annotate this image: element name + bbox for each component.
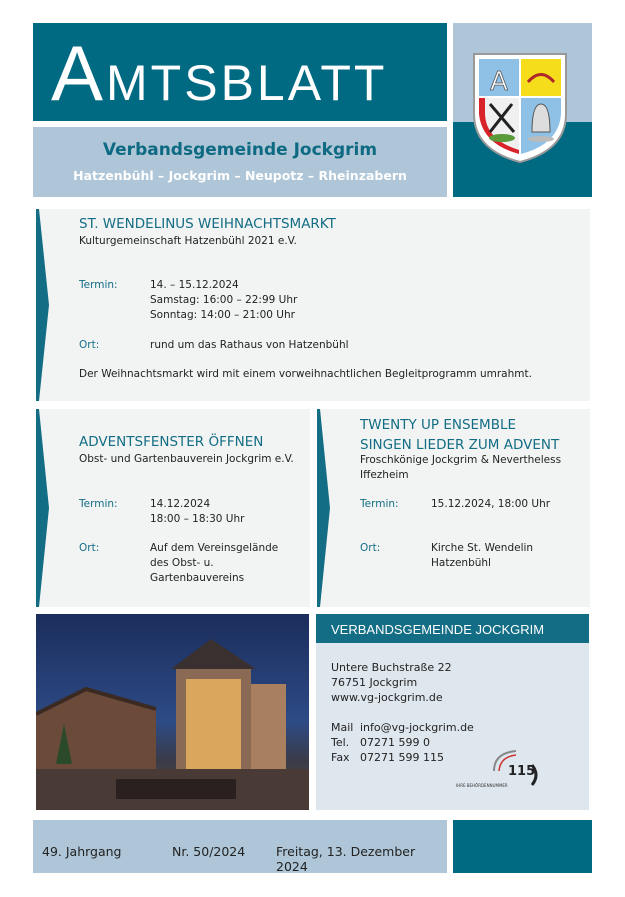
termin-label: Termin: [79, 498, 118, 510]
ort-line: des Obst- u. [150, 557, 214, 569]
termin-line: 14.12.2024 [150, 498, 211, 510]
website-link[interactable]: www.vg-jockgrim.de [331, 691, 443, 704]
ort-line: Gartenbauvereins [150, 572, 245, 584]
title-line: SINGEN LIEDER ZUM ADVENT [360, 437, 560, 453]
address-city: 76751 Jockgrim [331, 676, 418, 689]
termin-line: Samstag: 16:00 – 22:99 Uhr [150, 294, 298, 306]
town-list: Hatzenbühl – Jockgrim – Neupotz – Rheinzabern [73, 168, 407, 183]
ort-label: Ort: [360, 542, 381, 554]
termin-label: Termin: [79, 279, 118, 291]
fax-label: Fax [331, 751, 350, 764]
coat-of-arms-icon [472, 52, 568, 164]
event-title: ADVENTSFENSTER ÖFFNEN [79, 434, 264, 450]
termin-value [150, 278, 297, 323]
title-initial: A [51, 29, 107, 117]
ort-line: Auf dem Vereinsgelände [150, 542, 279, 554]
event-organizer: Obst- und Gartenbauverein Jockgrim e.V. [79, 453, 294, 465]
building-illustration [36, 614, 309, 810]
event-note: Der Weihnachtsmarkt wird mit einem vorweihnachtlichen Begleitprogramm umrahmt. [79, 368, 532, 380]
termin-line: 18:00 – 18:30 Uhr [150, 513, 245, 525]
ort-value [150, 541, 278, 586]
chevron-marker-icon [317, 409, 330, 607]
event-title: ST. WENDELINUS WEIHNACHTSMARKT [79, 216, 336, 232]
footer-accent [453, 820, 592, 873]
svg-text:A: A [490, 67, 508, 97]
ort-line: Kirche St. Wendelin [431, 542, 534, 554]
issue-date: Freitag, 13. Dezember 2024 [276, 844, 416, 874]
mail-label: Mail [331, 721, 354, 734]
ort-value [431, 541, 533, 571]
footer-info [33, 820, 447, 873]
town-hall-photo [36, 614, 309, 810]
ort-label: Ort: [79, 542, 100, 554]
org-name: Verbandsgemeinde Jockgrim [102, 140, 378, 160]
chevron-marker-icon [36, 209, 49, 401]
contact-header: VERBANDSGEMEINDE JOCKGRIM [316, 614, 589, 643]
contact-address [331, 660, 474, 765]
address-street: Untere Buchstraße 22 [331, 661, 452, 674]
ort-value: rund um das Rathaus von Hatzenbühl [150, 339, 349, 351]
logo-number: 115 [508, 764, 536, 779]
termin-label: Termin: [360, 498, 399, 510]
ort-line: Hatzenbühl [431, 557, 491, 569]
tel-value: 07271 599 0 [360, 736, 430, 749]
event-organizer: Kulturgemeinschaft Hatzenbühl 2021 e.V. [79, 235, 297, 247]
contact-box [316, 614, 589, 810]
termin-value: 15.12.2024, 18:00 Uhr [431, 498, 551, 510]
tel-label: Tel. [331, 736, 350, 749]
volume: 49. Jahrgang [42, 844, 122, 859]
chevron-marker-icon [36, 409, 49, 607]
organizer-line: Froschkönige Jockgrim & Nevertheless [360, 454, 562, 466]
masthead-title [33, 23, 447, 121]
title-rest: MTSBLATT [106, 55, 388, 111]
logo-caption: IHRE BEHÖRDENNUMMER [456, 783, 508, 788]
title-line: TWENTY UP ENSEMBLE [360, 417, 517, 433]
termin-value [150, 497, 244, 527]
event-title [360, 415, 559, 455]
termin-line: 14. – 15.12.2024 [150, 279, 239, 291]
event-card-weihnachtsmarkt [36, 209, 590, 401]
behoerdennummer-115-logo [456, 749, 551, 794]
issue-number: Nr. 50/2024 [172, 844, 246, 859]
ort-label: Ort: [79, 339, 100, 351]
event-organizer [360, 453, 561, 483]
mail-link[interactable]: info@vg-jockgrim.de [360, 721, 474, 734]
event-card-twenty-up [317, 409, 590, 607]
organizer-line: Iffezheim [360, 469, 409, 481]
event-card-adventsfenster [36, 409, 310, 607]
masthead-subtitle [33, 127, 447, 197]
fax-value: 07271 599 115 [360, 751, 444, 764]
termin-line: Sonntag: 14:00 – 21:00 Uhr [150, 309, 295, 321]
